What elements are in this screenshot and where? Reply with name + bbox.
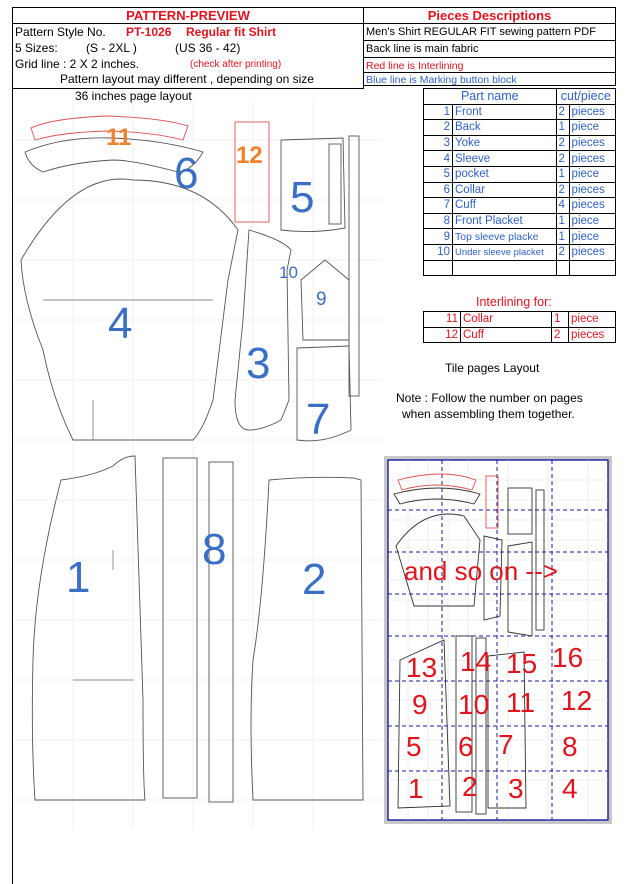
sizes-us: (US 36 - 42)	[175, 41, 241, 55]
cuff-interlining-piece	[235, 122, 269, 222]
front-placket-piece	[163, 458, 197, 798]
table-row: 8 Front Placket 1 piece	[424, 213, 616, 229]
front-piece	[32, 456, 145, 800]
tile-number-3: 3	[508, 773, 524, 804]
tile-number-7: 7	[498, 729, 514, 760]
tile-title: Tile pages Layout	[445, 361, 540, 375]
piece-label-6: 6	[174, 149, 199, 198]
sizes-range: (S - 2XL )	[86, 41, 137, 55]
layout-note: Pattern layout may different , depending on size	[60, 72, 314, 86]
grid-note: (check after printing)	[190, 59, 282, 70]
table-row: 3 Yoke 2 pieces	[424, 135, 616, 151]
piece-label-9: 9	[316, 289, 327, 310]
desc-line-4: Blue line is Marking button block	[363, 72, 616, 86]
tile-number-13: 13	[406, 652, 438, 683]
piece-label-3: 3	[246, 339, 271, 388]
piece-label-2: 2	[302, 555, 327, 604]
parts-table	[423, 88, 616, 276]
desc-line-2: Back line is main fabric	[363, 40, 616, 58]
table-row: 12 Cuff 2 pieces	[424, 327, 616, 343]
interlining-table	[423, 311, 616, 343]
tile-number-4: 4	[562, 773, 578, 804]
table-row: 11 Collar 1 piece	[424, 312, 616, 328]
style-name: Regular fit Shirt	[186, 25, 277, 39]
piece-label-1: 1	[66, 553, 91, 602]
preview-title: PATTERN-PREVIEW	[126, 8, 250, 23]
table-row: 5 pocket 1 piece	[424, 166, 616, 182]
tile-grid	[384, 456, 612, 824]
back-piece	[251, 477, 363, 800]
preview-header	[12, 7, 364, 24]
piece-label-8: 8	[202, 525, 227, 574]
tile-number-14: 14	[460, 646, 492, 677]
tile-number-9: 9	[412, 689, 428, 720]
tile-number-1: 1	[408, 773, 424, 804]
table-row: 6 Collar 2 pieces	[424, 182, 616, 198]
style-label: Pattern Style No.	[15, 25, 106, 39]
parts-table-header: Part name cut/piece	[424, 89, 616, 105]
tile-number-2: 2	[462, 771, 478, 802]
table-row: 2 Back 1 piece	[424, 120, 616, 136]
table-row: 10 Under sleeve placket 2 pieces	[424, 244, 616, 260]
grid-label: Grid line : 2 X 2 inches.	[15, 57, 140, 71]
table-row: 4 Sleeve 2 pieces	[424, 151, 616, 167]
piece-label-5: 5	[290, 173, 315, 222]
pattern-drawing	[13, 100, 383, 830]
desc-line-1: Men's Shirt REGULAR FIT sewing pattern PDF	[363, 23, 616, 41]
tile-number-10: 10	[458, 689, 490, 720]
tile-number-15: 15	[506, 648, 538, 679]
page-layout-label: 36 inches page layout	[75, 89, 192, 103]
piece-label-12: 12	[236, 142, 263, 169]
piece-label-11: 11	[106, 124, 132, 151]
tile-number-16: 16	[552, 642, 584, 673]
sizes-label: 5 Sizes:	[15, 41, 58, 55]
table-row: 1 Front 2 pieces	[424, 104, 616, 120]
tile-note-1: Note : Follow the number on pages	[396, 391, 583, 405]
tile-preview	[384, 456, 612, 824]
tile-number-6: 6	[458, 731, 474, 762]
interlining-title: Interlining for:	[476, 295, 552, 309]
style-number: PT-1026	[126, 25, 172, 39]
tile-and-so-on: and so on -->	[404, 556, 558, 586]
tile-number-5: 5	[406, 731, 422, 762]
tile-note-2: when assembling them together.	[402, 407, 575, 421]
tile-number-11: 11	[506, 687, 536, 718]
tile-number-8: 8	[562, 731, 578, 762]
table-row: 7 Cuff 4 pieces	[424, 198, 616, 214]
table-row-empty	[424, 260, 616, 276]
piece-label-10: 10	[279, 263, 298, 282]
desc-line-3: Red line is Interlining	[363, 57, 616, 73]
pieces-title: Pieces Descriptions	[427, 8, 552, 23]
table-row: 9 Top sleeve placke 1 piece	[424, 229, 616, 245]
tile-number-12: 12	[561, 685, 593, 716]
piece-label-7: 7	[306, 395, 331, 444]
pieces-header	[363, 7, 616, 24]
piece-label-4: 4	[108, 299, 133, 348]
